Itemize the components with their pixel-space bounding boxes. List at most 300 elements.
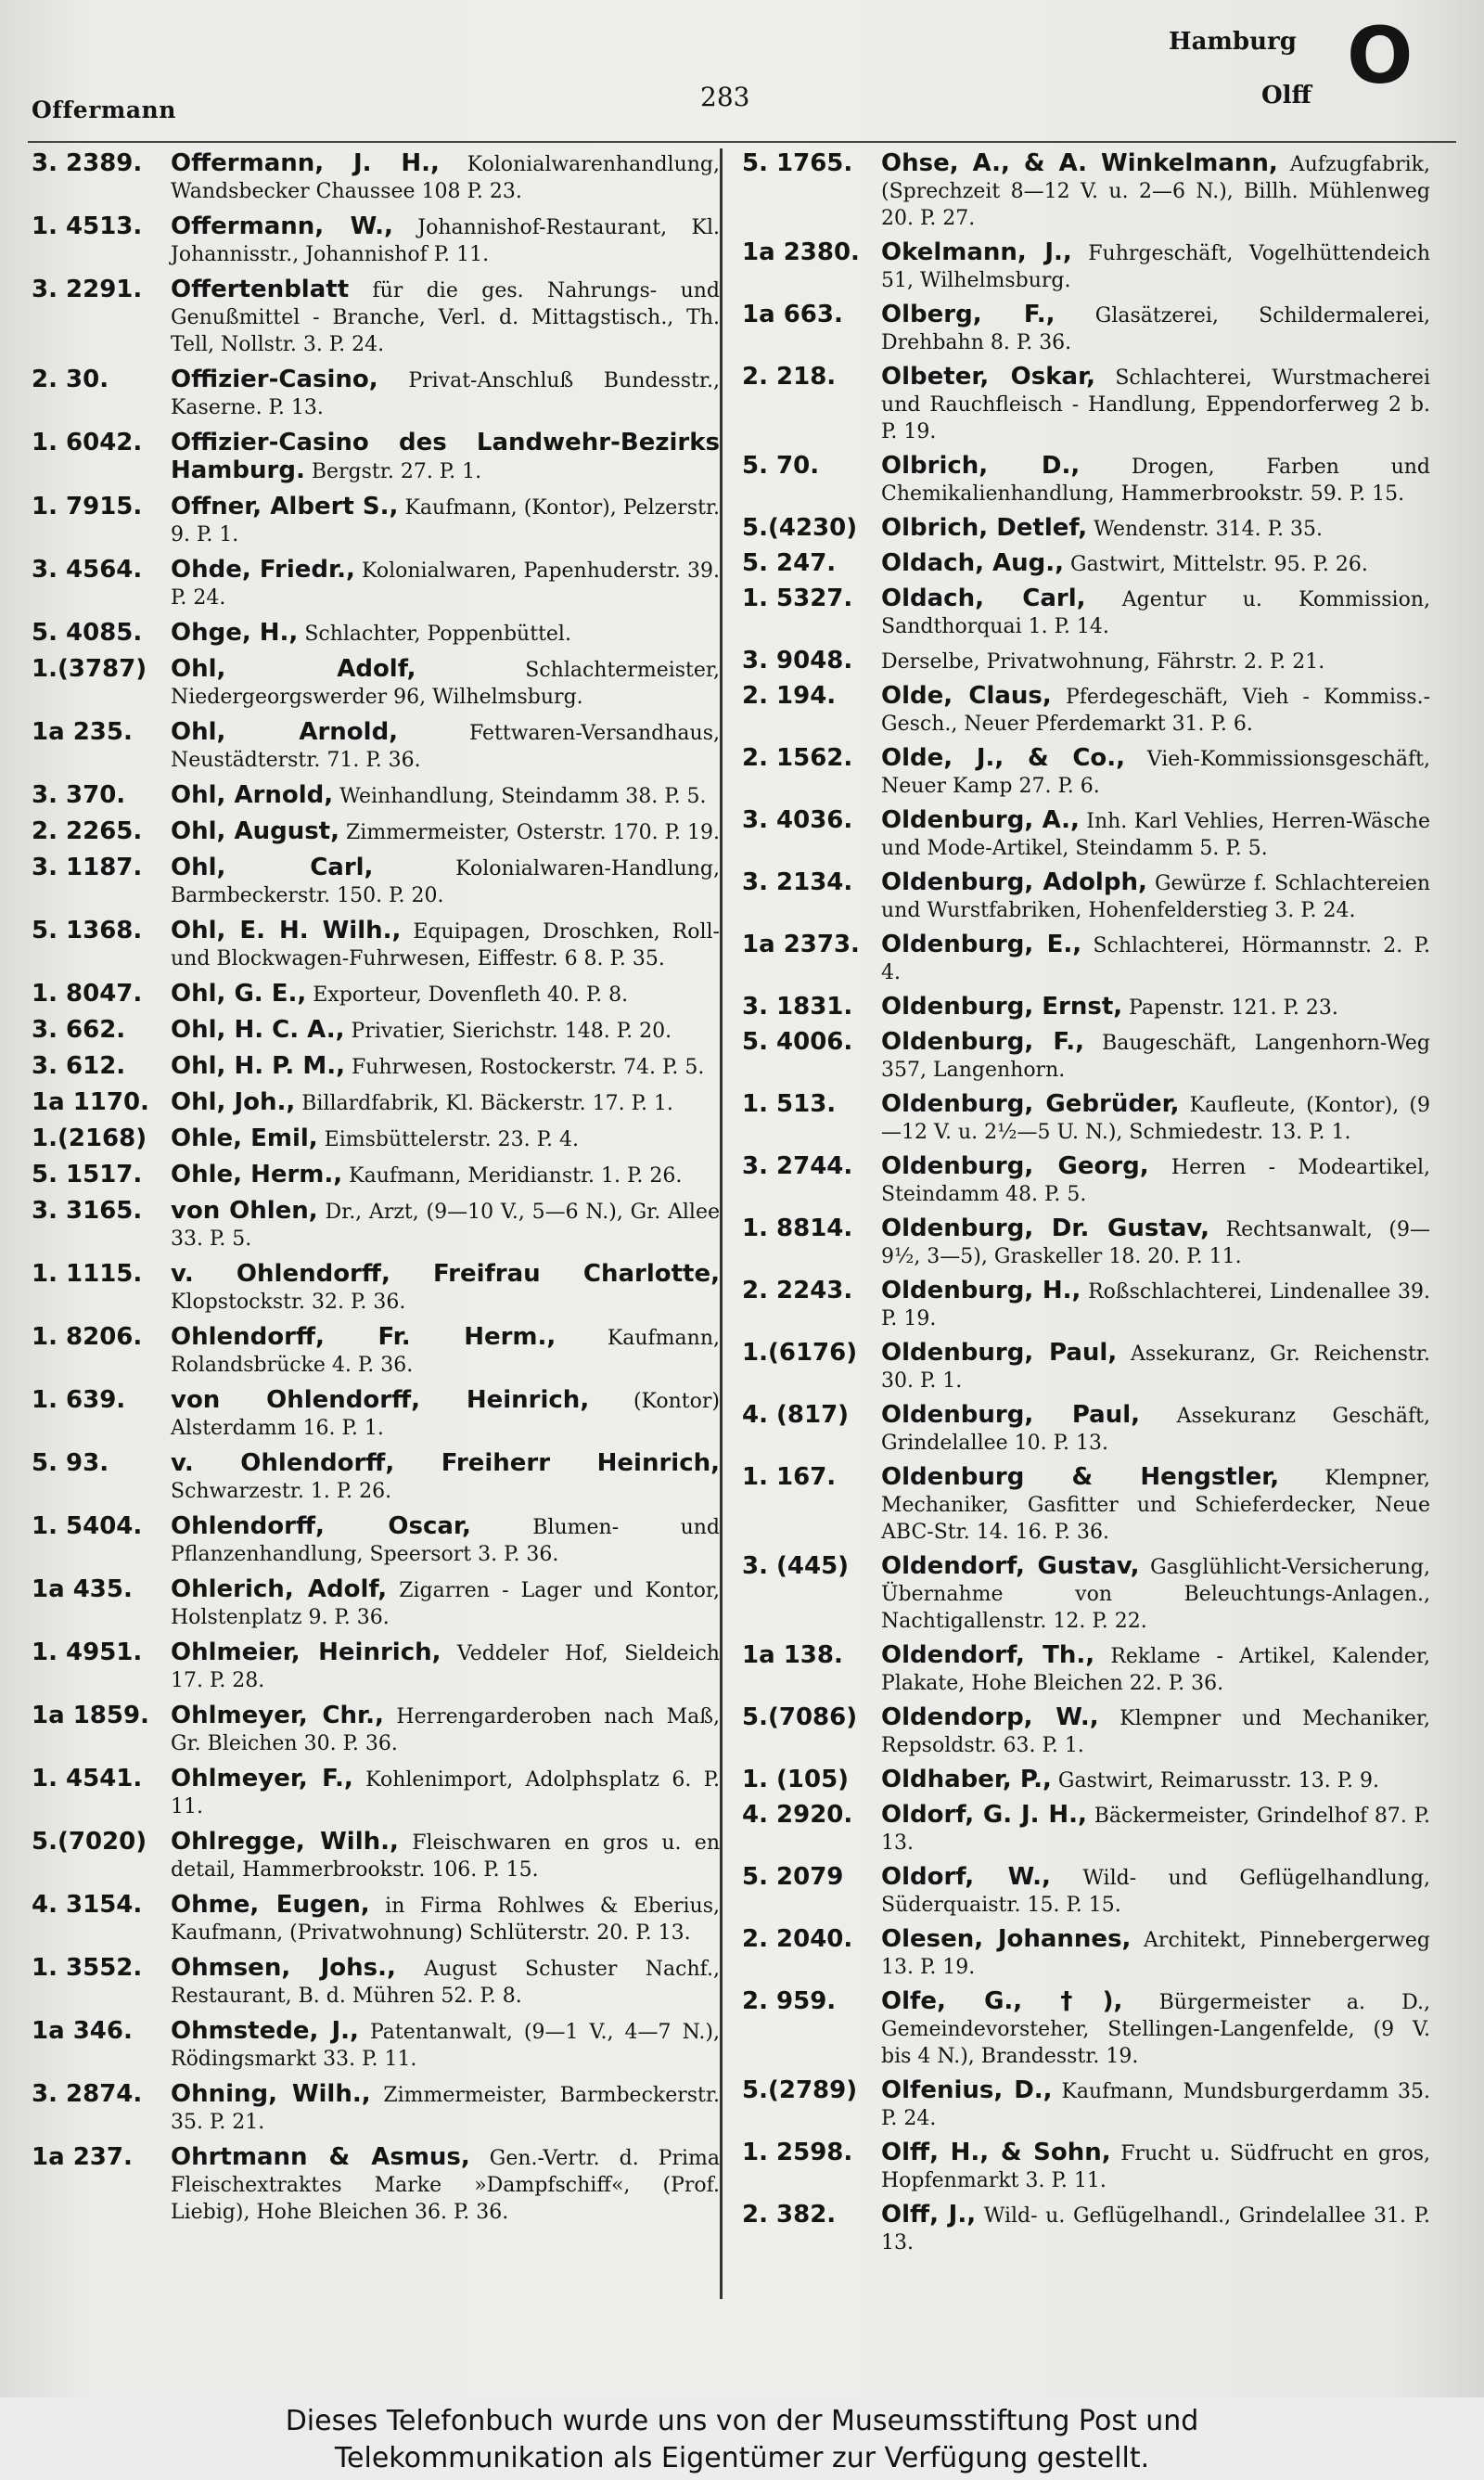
entry-text	[881, 1924, 1430, 1981]
phone-number: 4. (817)	[742, 1401, 850, 1429]
directory-entry	[742, 1089, 1430, 1146]
entry-text	[171, 1196, 720, 1253]
entry-text	[171, 2142, 720, 2226]
phone-number: 4. 3154.	[32, 1891, 143, 1919]
phone-number: 5.(7020)	[32, 1828, 147, 1856]
entry-name: Ohl, Adolf,	[171, 655, 416, 683]
phone-number: 5. 1517.	[32, 1161, 143, 1189]
entry-text	[171, 212, 720, 268]
entry-details: Agentur u. Kommission, Sandthorquai 1. P. 14.	[881, 588, 1430, 638]
entry-details: Billardfabrik, Kl. Bäckerstr. 17. P. 1.	[301, 1092, 673, 1115]
directory-entry	[742, 1462, 1430, 1546]
phone-number: 5. 4085.	[32, 619, 143, 647]
entry-text	[881, 1862, 1430, 1919]
entry-text	[171, 979, 720, 1009]
entry-text	[881, 992, 1430, 1022]
entry-name: Ohlendorff, Oscar,	[171, 1512, 471, 1540]
directory-entry	[742, 2075, 1430, 2132]
directory-entry	[742, 1765, 1430, 1794]
directory-entry	[32, 1087, 720, 1117]
entry-text	[171, 365, 720, 421]
phone-number: 5. 1368.	[32, 917, 143, 944]
entry-text	[171, 275, 720, 358]
entry-name: Ohning, Wilh.,	[171, 2080, 371, 2108]
directory-entry	[742, 238, 1430, 294]
phone-number: 5. 70.	[742, 452, 820, 480]
phone-number: 5. 1765.	[742, 149, 853, 177]
entry-details: Fuhrwesen, Rostockerstr. 74. P. 5.	[351, 1056, 705, 1079]
entry-text	[881, 1703, 1430, 1759]
entry-details: in Firma Rohlwes & Eberius, Kaufmann, (Privatwohnung) Schlüterstr. 20. P. 13.	[171, 1895, 720, 1945]
entry-details: Assekuranz, Gr. Reichenstr. 30. P. 1.	[881, 1343, 1430, 1393]
phone-number: 3. 370.	[32, 781, 126, 809]
entry-details: für die ges. Nahrungs- und Genußmittel - Branche, Verl. d. Mittagstisch., Th. Tell, Nollstr. 3. P. 24.	[171, 279, 720, 356]
entry-details: Klempner und Mechaniker, Repsoldstr. 63. P. 1.	[881, 1707, 1431, 1757]
entry-name: Oldendorf, Gustav,	[881, 1552, 1140, 1580]
phone-number: 3. 4564.	[32, 556, 143, 584]
entry-name: Olfenius, D.,	[881, 2076, 1053, 2104]
entry-text	[171, 916, 720, 972]
directory-entry	[742, 1800, 1430, 1857]
entry-details: Baugeschäft, Langenhorn-Weg 357, Langenhorn.	[881, 1032, 1430, 1082]
entry-text	[881, 1640, 1430, 1697]
entry-name: Ohl, G. E.,	[171, 980, 307, 1008]
entry-text	[171, 654, 720, 711]
entry-name: Ohl, Arnold,	[171, 781, 334, 809]
entry-details: Gastwirt, Mittelstr. 95. P. 26.	[1070, 553, 1368, 576]
phone-number: 3. 3165.	[32, 1197, 143, 1225]
phone-number: 5.(2789)	[742, 2076, 858, 2104]
entry-text	[171, 1638, 720, 1694]
entry-text	[171, 816, 720, 846]
phone-number: 1. (105)	[742, 1766, 850, 1793]
entry-text	[881, 1151, 1430, 1208]
running-head-city: Hamburg	[1169, 28, 1297, 56]
directory-entry	[742, 2138, 1430, 2194]
entry-name: von Ohlendorff, Heinrich,	[171, 1386, 590, 1414]
entry-details: Gewürze f. Schlachtereien und Wurstfabriken, Hohenfelderstieg 3. P. 24.	[881, 872, 1431, 922]
phone-number: 5. 247.	[742, 549, 837, 577]
footer-line-1: Dieses Telefonbuch wurde uns von der Museumsstiftung Post und	[285, 2405, 1199, 2437]
phone-number: 3. (445)	[742, 1552, 850, 1580]
directory-entry	[32, 1511, 720, 1568]
directory-entry	[32, 853, 720, 909]
entry-text	[171, 1087, 720, 1117]
phone-number: 1a 138.	[742, 1641, 843, 1669]
entry-name: Oldenburg, Ernst,	[881, 993, 1123, 1021]
entry-name: Ohl, Joh.,	[171, 1088, 296, 1116]
entry-text	[171, 1051, 720, 1081]
entry-name: Ohl, Arnold,	[171, 718, 399, 746]
entry-details: Fuhrgeschäft, Vogelhüttendeich 51, Wilhelmsburg.	[881, 242, 1430, 292]
entry-text	[881, 1551, 1430, 1635]
entry-text	[881, 451, 1430, 508]
entry-details: Kolonialwarenhandlung, Wandsbecker Chaussee 108 P. 23.	[171, 153, 720, 203]
directory-entry	[32, 1448, 720, 1505]
entry-name: Oldenburg, A.,	[881, 806, 1080, 834]
phone-number: 2. 382.	[742, 2201, 837, 2229]
entry-text	[881, 1765, 1430, 1794]
entry-details: Blumen- und Pflanzenhandlung, Speersort 3. P. 36.	[171, 1516, 720, 1566]
entry-name: Ohrtmann & Asmus,	[171, 2143, 470, 2171]
entry-text	[171, 1511, 720, 1568]
phone-number: 3. 9048.	[742, 647, 853, 675]
entry-text	[171, 1701, 720, 1757]
directory-entry	[32, 275, 720, 358]
entry-details: Bergstr. 27. P. 1.	[311, 460, 482, 483]
entry-name: Olff, H., & Sohn,	[881, 2139, 1111, 2166]
entry-name: v. Ohlendorff, Freifrau Charlotte,	[171, 1260, 720, 1288]
entry-details: Schlachterei, Wurstmacherei und Rauchfleisch - Handlung, Eppendorferweg 2 b. P. 19.	[881, 366, 1430, 443]
entry-details: Exporteur, Dovenfleth 40. P. 8.	[313, 983, 629, 1007]
directory-entry	[32, 1160, 720, 1189]
entry-name: Ohl, H. C. A.,	[171, 1016, 345, 1044]
directory-entry	[32, 618, 720, 648]
entry-details: Equipagen, Droschken, Roll- und Blockwagen-Fuhrwesen, Eiffestr. 6 8. P. 35.	[171, 920, 720, 970]
directory-entry	[742, 681, 1430, 738]
entry-details: Eimsbüttelerstr. 23. P. 4.	[324, 1128, 579, 1151]
directory-entry	[742, 584, 1430, 640]
directory-entry	[32, 780, 720, 810]
directory-entry	[742, 1027, 1430, 1084]
entry-text	[881, 300, 1430, 356]
entry-details: Zimmermeister, Osterstr. 170. P. 19.	[346, 821, 720, 844]
entry-details: Wendenstr. 314. P. 35.	[1094, 518, 1323, 541]
entry-name: Olde, Claus,	[881, 682, 1052, 710]
entry-text	[171, 1953, 720, 2010]
entry-text	[881, 1214, 1430, 1270]
phone-number: 3. 2134.	[742, 868, 853, 896]
entry-details: (Kontor) Alsterdamm 16. P. 1.	[171, 1390, 720, 1440]
entry-name: Olberg, F.,	[881, 301, 1055, 328]
entry-details: Kohlenimport, Adolphsplatz 6. P. 11.	[171, 1768, 720, 1818]
entry-details: Inh. Karl Vehlies, Herren-Wäsche und Mode-Artikel, Steindamm 5. P. 5.	[881, 810, 1430, 860]
phone-number: 5.(7086)	[742, 1703, 858, 1731]
entry-details: August Schuster Nachf., Restaurant, B. d. Mühren 52. P. 8.	[171, 1958, 720, 2008]
directory-entry	[32, 2142, 720, 2226]
entry-details: Vieh-Kommissionsgeschäft, Neuer Kamp 27. P. 6.	[881, 748, 1431, 798]
directory-entry	[32, 2016, 720, 2073]
entry-text	[171, 2016, 720, 2073]
entry-name: Ohge, H.,	[171, 619, 299, 647]
entry-name: Offermann, J. H.,	[171, 149, 440, 177]
entry-text	[171, 1322, 720, 1379]
entry-name: von Ohlen,	[171, 1197, 318, 1225]
entry-text	[881, 1276, 1430, 1332]
entry-name: Ohl, E. H. Wilh.,	[171, 917, 402, 944]
entry-details: Schlachter, Poppenbüttel.	[304, 623, 571, 646]
directory-entry	[32, 1124, 720, 1153]
phone-number: 3. 2389.	[32, 149, 143, 177]
phone-number: 1a 2380.	[742, 238, 860, 266]
directory-entry	[742, 930, 1430, 986]
entry-details: Zigarren - Lager und Kontor, Holstenplatz 9. P. 36.	[171, 1579, 720, 1629]
directory-entry	[742, 805, 1430, 862]
entry-name: Ohlmeyer, F.,	[171, 1765, 353, 1793]
entry-name: Olde, J., & Co.,	[881, 744, 1126, 772]
directory-entry	[32, 1322, 720, 1379]
entry-details: Reklame - Artikel, Kalender, Plakate, Hohe Bleichen 22. P. 36.	[881, 1645, 1430, 1695]
entry-name: Olbeter, Oskar,	[881, 363, 1095, 391]
entry-name: Olfe, G., †),	[881, 1987, 1123, 2015]
phone-number: 2. 2243.	[742, 1277, 853, 1304]
entry-text	[171, 780, 720, 810]
phone-number: 1. 5327.	[742, 585, 853, 612]
entry-text	[881, 148, 1430, 232]
phone-number: 1. 4541.	[32, 1765, 143, 1793]
entry-details: Veddeler Hof, Sieldeich 17. P. 28.	[171, 1642, 720, 1692]
entry-details: Bäckermeister, Grindelhof 87. P. 13.	[881, 1805, 1431, 1855]
directory-entry	[32, 1196, 720, 1253]
entry-text	[171, 1259, 720, 1316]
entry-name: Ohlmeier, Heinrich,	[171, 1638, 441, 1666]
entry-name: Oldenburg, F.,	[881, 1028, 1085, 1056]
footer-notice	[0, 2397, 1484, 2480]
directory-entry	[742, 148, 1430, 232]
entry-text	[881, 1027, 1430, 1084]
entry-name: Offermann, W.,	[171, 212, 393, 240]
directory-entry	[32, 816, 720, 846]
entry-name: Ohmstede, J.,	[171, 2017, 359, 2045]
directory-entry	[742, 513, 1430, 543]
entry-name: Olesen, Johannes,	[881, 1925, 1132, 1953]
directory-entry	[32, 1764, 720, 1820]
phone-number: 2. 30.	[32, 366, 109, 393]
entry-name: Oldenburg & Hengstler,	[881, 1463, 1280, 1491]
entry-details: Drogen, Farben und Chemikalienhandlung, Hammerbrookstr. 59. P. 15.	[881, 456, 1431, 506]
entry-name: Ohlmeyer, Chr.,	[171, 1702, 384, 1729]
entry-details: Fleischwaren en gros u. en detail, Hammerbrookstr. 106. P. 15.	[171, 1831, 720, 1882]
phone-number: 3. 2744.	[742, 1152, 853, 1180]
column-divider	[720, 148, 723, 2299]
phone-number: 3. 4036.	[742, 806, 853, 834]
directory-entry	[32, 1259, 720, 1316]
entry-name: Oldach, Carl,	[881, 585, 1086, 612]
entry-text	[171, 1827, 720, 1883]
directory-entry	[742, 646, 1430, 675]
entry-name: Offertenblatt	[171, 276, 350, 303]
entry-text	[171, 1124, 720, 1153]
phone-number: 3. 662.	[32, 1016, 126, 1044]
phone-number: 1. 6042.	[32, 429, 143, 456]
entry-text	[171, 1574, 720, 1631]
entry-text	[171, 492, 720, 548]
phone-number: 1. 639.	[32, 1386, 126, 1414]
phone-number: 1a 1170.	[32, 1088, 149, 1116]
phone-number: 1a 235.	[32, 718, 133, 746]
entry-name: Oldenburg, Paul,	[881, 1339, 1118, 1367]
entry-name: Ohl, Carl,	[171, 854, 374, 881]
entry-name: Oldenburg, Gebrüder,	[881, 1090, 1180, 1118]
entry-text	[171, 853, 720, 909]
directory-entry	[32, 1827, 720, 1883]
entry-name: Offner, Albert S.,	[171, 493, 399, 520]
entry-text	[171, 148, 720, 205]
entry-name: Olbrich, D.,	[881, 452, 1081, 480]
entry-text	[171, 1160, 720, 1189]
entry-details: Privatier, Sierichstr. 148. P. 20.	[351, 1020, 672, 1043]
entry-details: Kaufmann, Mundsburgerdamm 35. P. 24.	[881, 2080, 1430, 2130]
entry-name: Oldorf, W.,	[881, 1863, 1051, 1891]
entry-name: Ohl, H. P. M.,	[171, 1052, 345, 1080]
directory-entry	[32, 979, 720, 1009]
entry-details: Kaufmann, (Kontor), Pelzerstr. 9. P. 1.	[171, 496, 720, 546]
entry-name: Ohse, A., & A. Winkelmann,	[881, 149, 1278, 177]
entry-name: Ohl, August,	[171, 817, 339, 845]
entry-name: Olbrich, Detlef,	[881, 514, 1088, 542]
directory-entry	[742, 1551, 1430, 1635]
directory-entry	[742, 1703, 1430, 1759]
entry-name: Oldenburg, H.,	[881, 1277, 1081, 1304]
entry-text	[881, 2075, 1430, 2132]
entry-details: Patentanwalt, (9—1 V., 4—7 N.), Rödingsmarkt 33. P. 11.	[171, 2021, 721, 2071]
entry-details: Gastwirt, Reimarusstr. 13. P. 9.	[1057, 1769, 1380, 1793]
entry-text	[881, 2200, 1430, 2256]
entry-details: Bürgermeister a. D., Gemeindevorsteher, Stellingen-Langenfelde, (9 V. bis 4 N.), Brandesstr. 19.	[881, 1991, 1431, 2068]
entry-details: Kolonialwaren, Papenhuderstr. 39. P. 24.	[171, 559, 721, 610]
directory-entry	[742, 867, 1430, 924]
phone-number: 2. 1562.	[742, 744, 853, 772]
phone-number: 5.(4230)	[742, 514, 858, 542]
entry-text	[881, 238, 1430, 294]
directory-entry	[32, 365, 720, 421]
phone-number: 1. 5404.	[32, 1512, 143, 1540]
phone-number: 1a 1859.	[32, 1702, 149, 1729]
entry-name: Offizier-Casino des Landwehr-Bezirks Hamburg.	[171, 429, 720, 484]
phone-number: 1. 167.	[742, 1463, 837, 1491]
phone-number: 1a 237.	[32, 2143, 133, 2171]
phone-number: 4. 2920.	[742, 1801, 853, 1829]
directory-entry	[742, 548, 1430, 578]
phone-number: 2. 194.	[742, 682, 837, 710]
entry-text	[171, 555, 720, 611]
entry-text	[881, 2138, 1430, 2194]
entry-details: Schwarzestr. 1. P. 26.	[171, 1480, 392, 1503]
entry-details: Klempner, Mechaniker, Gasfitter und Schieferdecker, Neue ABC-Str. 14. 16. P. 36.	[881, 1467, 1430, 1544]
directory-entry	[32, 1890, 720, 1947]
phone-number: 1.(6176)	[742, 1339, 858, 1367]
entry-name: Oldendorp, W.,	[881, 1703, 1099, 1731]
entry-text	[881, 743, 1430, 800]
entry-name: Ohle, Emil,	[171, 1124, 318, 1152]
directory-entry	[32, 717, 720, 774]
phone-number: 1a 435.	[32, 1575, 133, 1603]
directory-entry	[32, 916, 720, 972]
entry-details: Weinhandlung, Steindamm 38. P. 5.	[339, 785, 707, 808]
entry-text	[171, 1448, 720, 1505]
entry-text	[881, 681, 1430, 738]
directory-entry	[742, 362, 1430, 445]
entry-text	[881, 1986, 1430, 2070]
phone-number: 1. 8206.	[32, 1323, 143, 1351]
entry-details: Assekuranz Geschäft, Grindelallee 10. P. 13.	[881, 1405, 1430, 1455]
phone-number: 1. 7915.	[32, 493, 143, 520]
entry-name: Ohlerich, Adolf,	[171, 1575, 388, 1603]
entry-name: Ohmsen, Johs.,	[171, 1954, 396, 1982]
entry-text	[881, 584, 1430, 640]
page-number: 283	[700, 82, 750, 112]
phone-number: 2. 2265.	[32, 817, 143, 845]
phone-number: 1a 663.	[742, 301, 843, 328]
footer-line-2: Telekommunikation als Eigentümer zur Verfügung gestellt.	[334, 2442, 1150, 2474]
phone-number: 2. 218.	[742, 363, 837, 391]
phone-number: 1. 3552.	[32, 1954, 143, 1982]
directory-entry	[32, 1701, 720, 1757]
entry-text	[171, 1015, 720, 1045]
entry-name: Oldach, Aug.,	[881, 549, 1065, 577]
entry-details: Schlachtermeister, Niedergeorgswerder 96, Wilhelmsburg.	[171, 659, 721, 709]
phone-number: 5. 4006.	[742, 1028, 853, 1056]
phone-number: 2. 2040.	[742, 1925, 853, 1953]
entry-text	[881, 1800, 1430, 1857]
entry-name: Offizier-Casino,	[171, 366, 378, 393]
entry-text	[881, 1462, 1430, 1546]
directory-entry	[32, 1051, 720, 1081]
directory-entry	[32, 1574, 720, 1631]
phone-number: 1. 4513.	[32, 212, 143, 240]
entry-text	[171, 618, 720, 648]
directory-entry	[742, 1151, 1430, 1208]
directory-entry	[742, 1400, 1430, 1457]
entry-name: Oldenburg, Adolph,	[881, 868, 1147, 896]
directory-entry	[32, 2079, 720, 2136]
directory-entry	[742, 1640, 1430, 1697]
entry-name: Olff, J.,	[881, 2201, 977, 2229]
phone-number: 3. 1187.	[32, 854, 143, 881]
running-head-left: Offermann	[32, 96, 176, 123]
entry-text	[171, 1764, 720, 1820]
phone-number: 1. 1115.	[32, 1260, 143, 1288]
entry-name: Ohle, Herm.,	[171, 1161, 343, 1189]
directory-entry	[742, 1338, 1430, 1394]
entry-name: Ohde, Friedr.,	[171, 556, 355, 584]
entry-text	[171, 428, 720, 485]
entry-name: Oldenburg, Georg,	[881, 1152, 1149, 1180]
entry-name: Ohlregge, Wilh.,	[171, 1828, 399, 1856]
running-head-right: Olff	[1261, 82, 1311, 109]
entry-text	[881, 867, 1430, 924]
phone-number: 3. 2291.	[32, 276, 143, 303]
entry-details: Klopstockstr. 32. P. 36.	[171, 1291, 406, 1314]
directory-entry	[742, 451, 1430, 508]
entry-text	[881, 1089, 1430, 1146]
phone-number: 1. 2598.	[742, 2139, 853, 2166]
phone-number: 3. 1831.	[742, 993, 853, 1021]
entry-details: Wild- und Geflügelhandlung, Süderquaistr. 15. P. 15.	[881, 1867, 1430, 1917]
directory-entry	[32, 212, 720, 268]
entry-details: Privat-Anschluß Bundesstr., Kaserne. P. 13.	[171, 369, 720, 419]
entry-details: Pferdegeschäft, Vieh - Kommiss.-Gesch., Neuer Pferdemarkt 31. P. 6.	[881, 686, 1430, 736]
entry-text	[171, 1385, 720, 1442]
entry-details: Gasglühlicht-Versicherung, Übernahme von Beleuchtungs-Anlagen., Nachtigallenstr. 12. P. 22.	[881, 1556, 1430, 1633]
entry-details: Frucht u. Südfrucht en gros, Hopfenmarkt 3. P. 11.	[881, 2142, 1430, 2192]
entry-name: Oldenburg, Dr. Gustav,	[881, 1214, 1209, 1242]
entry-details: Wild- u. Geflügelhandl., Grindelallee 31. P. 13.	[881, 2204, 1430, 2255]
directory-entry	[742, 300, 1430, 356]
directory-entry	[32, 654, 720, 711]
phone-number: 5. 93.	[32, 1449, 109, 1477]
entry-details: Dr., Arzt, (9—10 V., 5—6 N.), Gr. Allee 33. P. 5.	[171, 1201, 720, 1251]
entry-name: Oldenburg, Paul,	[881, 1401, 1141, 1429]
directory-entry	[742, 1214, 1430, 1270]
directory-entry	[32, 1953, 720, 2010]
directory-entry	[32, 492, 720, 548]
directory-entry	[742, 2200, 1430, 2256]
entry-text	[881, 362, 1430, 445]
phone-number: 1. 513.	[742, 1090, 837, 1118]
entry-text	[171, 717, 720, 774]
entry-details: Zimmermeister, Barmbeckerstr. 35. P. 21.	[171, 2084, 720, 2134]
